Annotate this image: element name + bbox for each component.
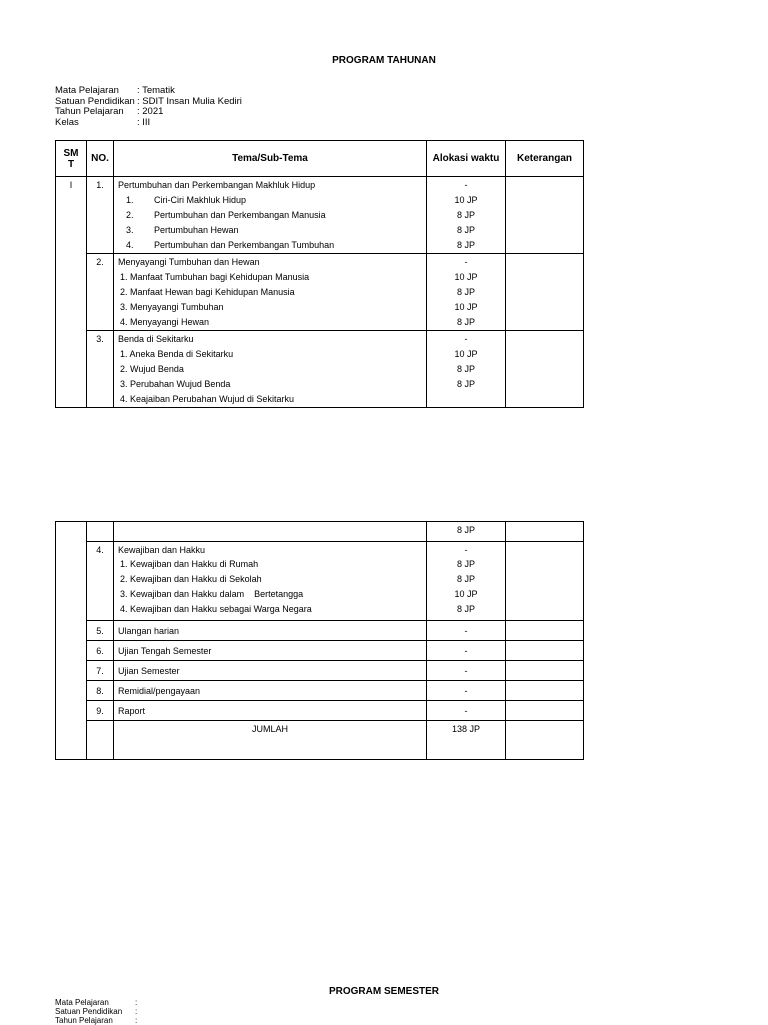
alokasi-cell <box>427 522 506 542</box>
table-row <box>56 641 584 661</box>
theme-number: 2. <box>96 257 104 267</box>
tema-cell <box>114 177 427 254</box>
keterangan-cell <box>506 721 584 760</box>
alokasi-cell: - <box>427 661 506 681</box>
subtheme-text: 1. Kewajiban dan Hakku di Rumah <box>120 559 259 569</box>
alokasi-value: 8 JP <box>456 379 475 389</box>
alokasi-value <box>427 392 505 407</box>
meta-value: : Tematik <box>137 85 175 96</box>
alokasi-cell: - <box>427 701 506 721</box>
tema-cell: Raport <box>114 701 427 721</box>
alokasi-cell: - <box>427 681 506 701</box>
theme-number: 4. <box>96 545 104 555</box>
no-cell <box>87 522 114 542</box>
alokasi-value: 8 JP <box>456 525 475 535</box>
subtheme-item <box>114 193 426 208</box>
theme-number: 3. <box>96 334 104 344</box>
subtheme-number: 3. <box>126 225 134 235</box>
subtheme-text: 1. Manfaat Tumbuhan bagi Kehidupan Manusia <box>120 272 310 282</box>
subtheme-text: 4. Keajaiban Perubahan Wujud di Sekitarku <box>120 394 294 404</box>
subtheme-text: 2. Kewajiban dan Hakku di Sekolah <box>120 574 262 584</box>
subtheme-text: Pertumbuhan dan Perkembangan Manusia <box>154 210 326 220</box>
tema-cell: Ujian Semester <box>114 661 427 681</box>
header-no: NO. <box>87 141 114 177</box>
alokasi-value: 8 JP <box>456 210 475 220</box>
table-row <box>56 522 584 542</box>
no-cell: 5. <box>87 621 114 641</box>
keterangan-cell <box>506 542 584 621</box>
tema-cell <box>114 254 427 331</box>
no-cell: 6. <box>87 641 114 661</box>
alokasi-value: 8 JP <box>456 287 475 297</box>
tema-cell <box>114 522 427 542</box>
page-title: PROGRAM TAHUNAN <box>332 55 436 66</box>
meta-value: : SDIT Insan Mulia Kediri <box>137 95 242 107</box>
table-row <box>56 331 584 408</box>
alokasi-value: 8 JP <box>456 225 475 235</box>
subtheme-number: 1. <box>126 195 134 205</box>
keterangan-cell <box>506 661 584 681</box>
keterangan-cell <box>506 681 584 701</box>
no-cell <box>87 721 114 760</box>
subtheme-number: 4. <box>126 240 134 250</box>
alokasi-value: 10 JP <box>454 302 478 312</box>
alokasi-cell: - <box>427 621 506 641</box>
header-keterangan: Keterangan <box>506 141 584 177</box>
subtheme-text: 1. Aneka Benda di Sekitarku <box>120 349 234 359</box>
no-cell <box>87 542 114 621</box>
header-alokasi: Alokasi waktu <box>427 141 506 177</box>
table-header-row <box>56 141 584 177</box>
subtheme-text: Pertumbuhan dan Perkembangan Tumbuhan <box>154 240 335 250</box>
table-row <box>56 621 584 641</box>
total-value: 138 JP <box>427 721 506 760</box>
alokasi-value: 8 JP <box>456 559 475 569</box>
tema-cell: Remidial/pengayaan <box>114 681 427 701</box>
subtheme-text: Ciri-Ciri Makhluk Hidup <box>154 195 247 205</box>
meta-value: : 2021 <box>137 106 164 117</box>
smt-value: I <box>69 180 73 190</box>
alokasi-value: 10 JP <box>454 349 478 359</box>
program-table-page2 <box>55 521 584 760</box>
meta-label: Tahun Pelajaran <box>55 106 124 117</box>
alokasi-value: - <box>464 545 468 555</box>
alokasi-value: 8 JP <box>456 240 475 250</box>
meta-label: Mata Pelajaran <box>55 998 109 1007</box>
table-row <box>56 661 584 681</box>
document-meta <box>55 86 242 128</box>
alokasi-value: 8 JP <box>456 364 475 374</box>
header-smt <box>56 141 87 177</box>
meta-label: Satuan Pendidikan <box>55 95 135 107</box>
table-row <box>56 542 584 621</box>
meta-label: Satuan Pendidikan <box>55 1007 123 1016</box>
subtheme-item <box>114 238 426 253</box>
subtheme-item <box>114 208 426 223</box>
alokasi-cell <box>427 331 506 408</box>
table-row <box>56 177 584 254</box>
total-label: JUMLAH <box>114 721 427 760</box>
theme-title: Benda di Sekitarku <box>118 334 194 344</box>
alokasi-value: - <box>464 257 468 267</box>
no-cell <box>87 254 114 331</box>
meta-value: : <box>135 1016 138 1025</box>
table-row <box>56 701 584 721</box>
theme-title: Menyayangi Tumbuhan dan Hewan <box>118 257 260 267</box>
keterangan-cell <box>506 621 584 641</box>
alokasi-cell <box>427 254 506 331</box>
theme-title: Kewajiban dan Hakku <box>118 545 206 555</box>
theme-title: Pertumbuhan dan Perkembangan Makhluk Hidup <box>118 180 316 190</box>
tema-cell: Ujian Tengah Semester <box>114 641 427 661</box>
meta-label: Mata Pelajaran <box>55 85 119 96</box>
alokasi-value: 8 JP <box>456 604 475 614</box>
meta-value: : <box>135 1007 138 1016</box>
meta-label: Tahun Pelajaran <box>55 1016 113 1025</box>
no-cell: 9. <box>87 701 114 721</box>
no-cell: 8. <box>87 681 114 701</box>
tema-cell <box>114 331 427 408</box>
keterangan-cell <box>506 701 584 721</box>
subtheme-text: Pertumbuhan Hewan <box>154 225 239 235</box>
theme-number: 1. <box>96 180 104 190</box>
no-cell <box>87 331 114 408</box>
subtheme-text: 4. Menyayangi Hewan <box>120 317 210 327</box>
subtheme-number: 2. <box>126 210 134 220</box>
section-title: PROGRAM SEMESTER <box>328 986 439 997</box>
smt-cell <box>56 177 87 408</box>
alokasi-value: - <box>464 334 468 344</box>
alokasi-value: - <box>464 180 468 190</box>
no-cell <box>87 177 114 254</box>
subtheme-text: 4. Kewajiban dan Hakku sebagai Warga Negara <box>120 604 312 614</box>
keterangan-cell <box>506 177 584 254</box>
meta-value: : <box>135 998 138 1007</box>
alokasi-value: 10 JP <box>454 272 478 282</box>
subtheme-text: 3. Menyayangi Tumbuhan <box>120 302 224 312</box>
keterangan-cell <box>506 522 584 542</box>
subtheme-text: 3. Perubahan Wujud Benda <box>120 379 231 389</box>
alokasi-cell: - <box>427 641 506 661</box>
subtheme-item <box>114 223 426 238</box>
meta-value: : III <box>137 116 151 128</box>
smt-cell <box>56 522 87 760</box>
table-row <box>56 254 584 331</box>
no-cell: 7. <box>87 661 114 681</box>
subtheme-text: 2. Wujud Benda <box>120 364 184 374</box>
alokasi-cell <box>427 177 506 254</box>
alokasi-value: 8 JP <box>456 317 475 327</box>
keterangan-cell <box>506 331 584 408</box>
total-row <box>56 721 584 760</box>
alokasi-cell <box>427 542 506 621</box>
alokasi-value: 10 JP <box>454 589 478 599</box>
header-smt-label: SM T <box>63 147 79 170</box>
alokasi-value: 8 JP <box>456 574 475 584</box>
meta-label: Kelas <box>55 116 79 128</box>
table-row <box>56 681 584 701</box>
semester-meta <box>55 998 137 1025</box>
header-tema: Tema/Sub-Tema <box>114 141 427 177</box>
tema-cell: Ulangan harian <box>114 621 427 641</box>
subtheme-text: 2. Manfaat Hewan bagi Kehidupan Manusia <box>120 287 295 297</box>
keterangan-cell <box>506 641 584 661</box>
tema-cell <box>114 542 427 621</box>
program-table-page1 <box>55 140 584 408</box>
keterangan-cell <box>506 254 584 331</box>
subtheme-text: 3. Kewajiban dan Hakku dalam Bertetangga <box>120 589 304 599</box>
alokasi-value: 10 JP <box>454 195 478 205</box>
